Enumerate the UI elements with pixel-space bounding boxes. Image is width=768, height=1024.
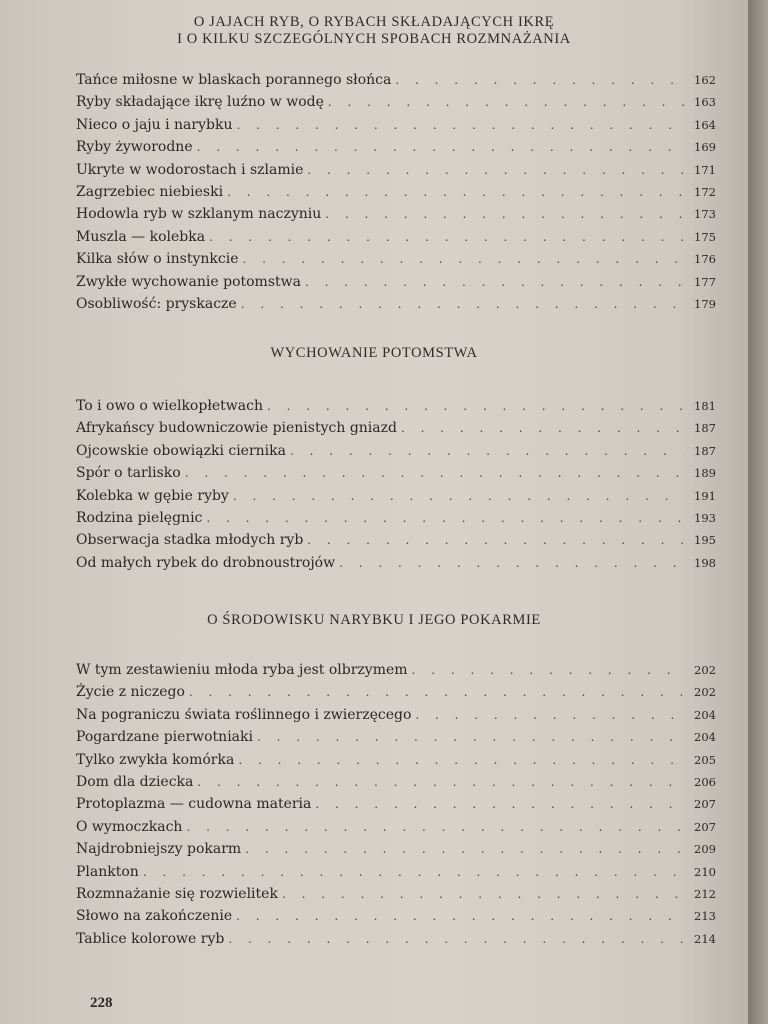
toc-entry-title: Rozmnażanie się rozwielitek <box>76 885 278 902</box>
toc-section-1 <box>76 72 716 318</box>
toc-entry <box>76 729 716 751</box>
toc-entry <box>76 841 716 863</box>
toc-entry <box>76 931 716 953</box>
toc-entry <box>76 908 716 930</box>
toc-entry <box>76 420 716 442</box>
toc-entry-page: 169 <box>694 140 716 155</box>
toc-entry <box>76 752 716 774</box>
toc-section-2 <box>76 398 716 577</box>
toc-entry-page: 163 <box>694 95 716 110</box>
toc-entry-title: Zagrzebiec niebieski <box>76 183 224 200</box>
toc-entry-title: Osobliwość: pryskacze <box>76 295 237 312</box>
toc-entry-title: Zwykłe wychowanie potomstwa <box>76 273 301 290</box>
toc-entry-title: Tańce miłosne w blaskach porannego słońca <box>76 72 392 88</box>
section-heading-line: O JAJACH RYB, O RYBACH SKŁADAJĄCYCH IKRĘ <box>193 14 555 30</box>
toc-entry-title: Nieco o jaju i narybku <box>76 116 233 133</box>
toc-entry-title: Protoplazma — cudowna materia <box>76 796 312 813</box>
toc-entry-title: Pogardzane pierwotniaki <box>76 729 253 746</box>
toc-entry-page: 214 <box>694 931 716 946</box>
toc-entry-page: 189 <box>694 466 716 481</box>
toc-entry-page: 210 <box>694 864 716 879</box>
toc-entry-title: To i owo o wielkopłetwach <box>76 398 263 414</box>
toc-entry-title: Afrykańscy budowniczowie pienistych gniazd <box>76 420 397 437</box>
toc-entry-page: 204 <box>694 707 716 722</box>
toc-entry <box>76 707 716 729</box>
toc-entry-title: Hodowla ryb w szklanym naczyniu <box>76 206 322 223</box>
toc-entry-title: Spór o tarlisko <box>76 465 181 482</box>
toc-entry-title: Najdrobniejszy pokarm <box>76 841 242 858</box>
toc-entry-page: 207 <box>694 797 716 812</box>
toc-entry-title: Ryby składające ikrę luźno w wodę <box>76 94 324 111</box>
toc-entry <box>76 819 716 841</box>
toc-entry-page: 204 <box>694 730 716 745</box>
toc-entry-page: 207 <box>694 819 716 834</box>
toc-entry-page: 212 <box>694 886 716 901</box>
toc-entry-page: 209 <box>694 842 716 857</box>
toc-entry-title: Rodzina pielęgnic <box>76 509 203 526</box>
toc-entry <box>76 72 716 94</box>
toc-entry-page: 164 <box>694 117 716 132</box>
toc-entry-title: Słowo na zakończenie <box>76 908 233 925</box>
toc-entry-title: Życie z niczego <box>76 684 185 701</box>
toc-section-3 <box>76 662 716 953</box>
section-heading-line: I O KILKU SZCZEGÓLNYCH SPOBACH ROZMNAŻANIA <box>177 31 571 47</box>
toc-entry <box>76 532 716 554</box>
toc-entry-title: Plankton <box>76 863 139 880</box>
toc-entry-page: 205 <box>694 752 716 767</box>
toc-entry <box>76 162 716 184</box>
toc-entry <box>76 251 716 273</box>
toc-entry-page: 181 <box>694 399 716 413</box>
section-heading <box>0 345 748 362</box>
toc-entry-page: 175 <box>694 229 716 244</box>
toc-entry-title: Ukryte w wodorostach i szlamie <box>76 161 304 178</box>
toc-entry-title: Dom dla dziecka <box>76 773 194 790</box>
toc-entry-page: 179 <box>694 296 716 311</box>
toc-entry <box>76 443 716 465</box>
toc-entry-page: 213 <box>694 909 716 924</box>
toc-entry-title: Na pograniczu świata roślinnego i zwierzęcego <box>76 706 412 723</box>
toc-entry <box>76 117 716 139</box>
toc-entry <box>76 296 716 318</box>
toc-entry-title: Kolebka w gębie ryby <box>76 487 229 504</box>
toc-entry <box>76 274 716 296</box>
section-heading-line: O ŚRODOWISKU NARYBKU I JEGO POKARMIE <box>207 612 541 628</box>
section-heading <box>0 612 748 629</box>
toc-entry <box>76 139 716 161</box>
toc-entry <box>76 488 716 510</box>
toc-entry-page: 176 <box>694 252 716 267</box>
toc-entry-title: Kilka słów o instynkcie <box>76 251 239 268</box>
toc-entry-title: Obserwacja stadka młodych ryb <box>76 532 304 549</box>
toc-entry <box>76 510 716 532</box>
toc-entry <box>76 662 716 684</box>
toc-entry <box>76 465 716 487</box>
toc-entry-title: Od małych rybek do drobnoustrojów <box>76 554 336 571</box>
toc-entry <box>76 229 716 251</box>
toc-entry-page: 187 <box>694 443 716 458</box>
section-heading <box>0 14 748 48</box>
section-heading-line: WYCHOWANIE POTOMSTWA <box>270 345 478 361</box>
toc-entry-page: 162 <box>694 73 716 87</box>
toc-entry <box>76 94 716 116</box>
toc-entry-page: 172 <box>694 184 716 199</box>
toc-entry <box>76 864 716 886</box>
toc-entry-page: 173 <box>694 207 716 222</box>
toc-entry <box>76 206 716 228</box>
toc-entry-title: Tablice kolorowe ryb <box>76 930 225 947</box>
toc-entry-page: 202 <box>694 685 716 700</box>
page-edge <box>748 0 768 1024</box>
toc-entry-page: 187 <box>694 421 716 436</box>
toc-entry-title: Tylko zwykła komórka <box>76 751 235 768</box>
toc-entry <box>76 886 716 908</box>
toc-entry-page: 177 <box>694 274 716 289</box>
toc-entry-page: 195 <box>694 533 716 548</box>
toc-entry-page: 193 <box>694 510 716 525</box>
toc-entry-title: O wymoczkach <box>76 818 183 835</box>
toc-entry-title: Ryby żyworodne <box>76 139 193 156</box>
toc-entry <box>76 398 716 420</box>
toc-entry-page: 198 <box>694 555 716 570</box>
toc-entry-page: 202 <box>694 663 716 677</box>
toc-entry-page: 171 <box>694 162 716 177</box>
toc-entry-title: Muszla — kolebka <box>76 228 206 245</box>
toc-entry-title: W tym zestawieniu młoda ryba jest olbrzymem <box>76 662 408 678</box>
toc-entry-title: Ojcowskie obowiązki ciernika <box>76 442 286 459</box>
toc-entry <box>76 555 716 577</box>
toc-entry-page: 191 <box>694 488 716 503</box>
toc-entry <box>76 774 716 796</box>
toc-entry <box>76 684 716 706</box>
toc-entry <box>76 796 716 818</box>
page-number: 228 <box>90 995 113 1011</box>
toc-entry-page: 206 <box>694 774 716 789</box>
toc-entry <box>76 184 716 206</box>
